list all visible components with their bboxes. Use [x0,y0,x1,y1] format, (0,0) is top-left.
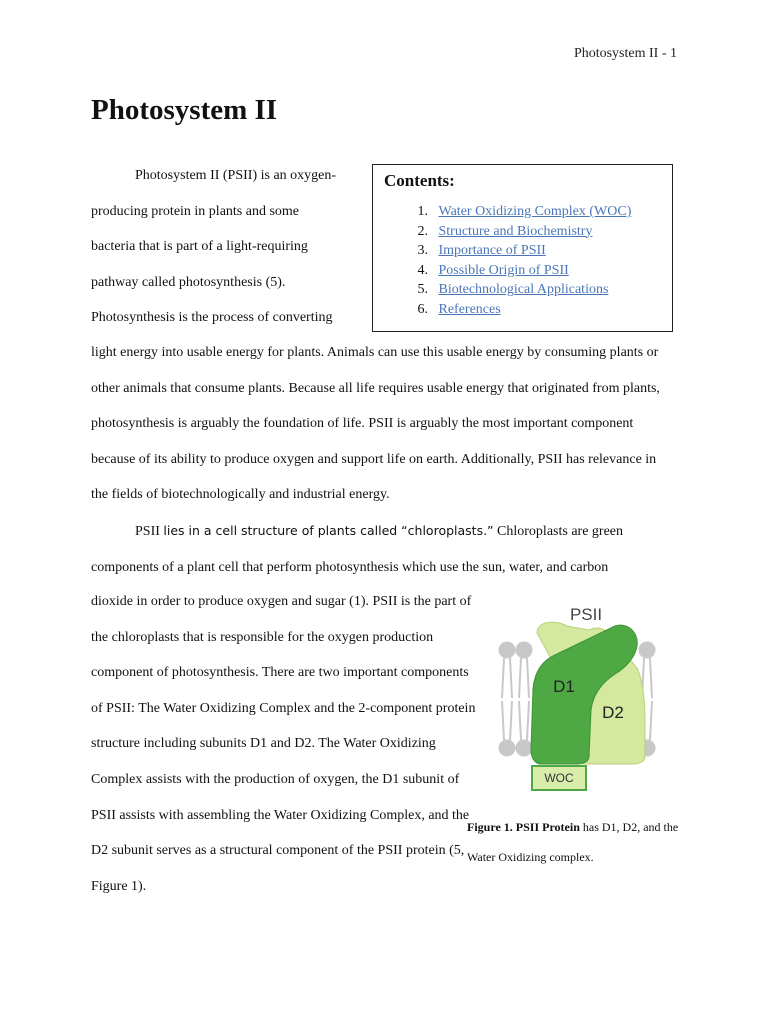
contents-item [373,300,631,320]
contents-link-origin[interactable]: Possible Origin of PSII [438,262,569,278]
chloroplast-paragraph-lead [91,513,666,585]
figure-caption-text: has D1, D2, and the Water Oxidizing complex. [467,820,679,864]
intro-line-1: Photosystem II (PSII) is an oxygen- [135,168,337,183]
intro-line-3: bacteria that is part of a light-requiring [91,239,308,255]
intro-paragraph-wrapped [91,158,357,336]
contents-item-number: 5. [417,282,428,298]
d1-label: D1 [553,677,575,696]
psii-label: PSII [569,605,603,624]
d2-label: D2 [602,703,624,722]
woc-label: WOC [544,771,574,785]
chloroplast-lead-a: PSII [135,524,164,539]
intro-line-5: Photosynthesis is the process of converting [91,310,333,326]
contents-link-biotech[interactable]: Biotechnological Applications [438,282,609,298]
contents-link-woc[interactable]: Water Oxidizing Complex (WOC) [438,204,632,219]
contents-heading: Contents: [384,171,455,190]
contents-item [373,241,631,261]
contents-link-importance[interactable]: Importance of PSII [438,243,546,259]
page-title: Photosystem II [91,94,278,126]
page-header: Photosystem II - 1 [573,46,677,61]
intro-line-4: pathway called photosynthesis (5). [91,274,286,290]
contents-link-references[interactable]: References [438,301,501,317]
contents-item-number: 2. [417,223,428,239]
figure-caption-bold: Figure 1. PSII Protein [467,820,580,834]
contents-item [373,280,631,300]
contents-item [373,222,631,242]
table-of-contents [372,164,673,332]
contents-item-number: 6. [417,301,428,317]
membrane-lipids-left [499,642,532,756]
contents-item-number: 1. [417,204,428,219]
chloroplast-lead-c: Chloroplasts are green components of a plant cell that perform photosynthesis which use the sun, water, and carbon [91,524,624,575]
contents-item [373,202,631,222]
contents-item-number: 3. [417,243,428,259]
chloroplast-paragraph-continued: dioxide in order to produce oxygen and sugar (1). PSII is the part of the chloroplasts that is responsible for the oxygen production component of photosynthesis. There are two important components of PSII: The Water Oxidizing Complex and the 2-component protein structure including subunits D1 and D2. The Water Oxidizing Complex assists with the production of oxygen, the D1 subunit of PSII assists with assembling the Water Oxidizing Complex, and the D2 subunit serves as a structural component of the PSII protein (5, Figure 1). [91,594,476,894]
contents-list [373,202,631,320]
contents-item-number: 4. [417,262,428,278]
intro-paragraph-continued: light energy into usable energy for plants. Animals can use this usable energy by consuming plants or other animals that consume plants. Because all life requires usable energy that originated from plants, photosynthesis is arguably the foundation of life. PSII is arguably the most important component because of its ability to produce oxygen and support life on earth. Additionally, PSII has relevance in the fields of biotechnologically and industrial energy. [91,345,660,503]
chloroplast-lead-b: lies in a cell structure of plants called “chloroplasts.” [163,523,494,538]
figure-caption [467,812,687,872]
psii-figure [497,598,662,798]
intro-line-2: producing protein in plants and some [91,203,300,219]
contents-link-structure[interactable]: Structure and Biochemistry [438,223,593,239]
contents-item [373,261,631,281]
